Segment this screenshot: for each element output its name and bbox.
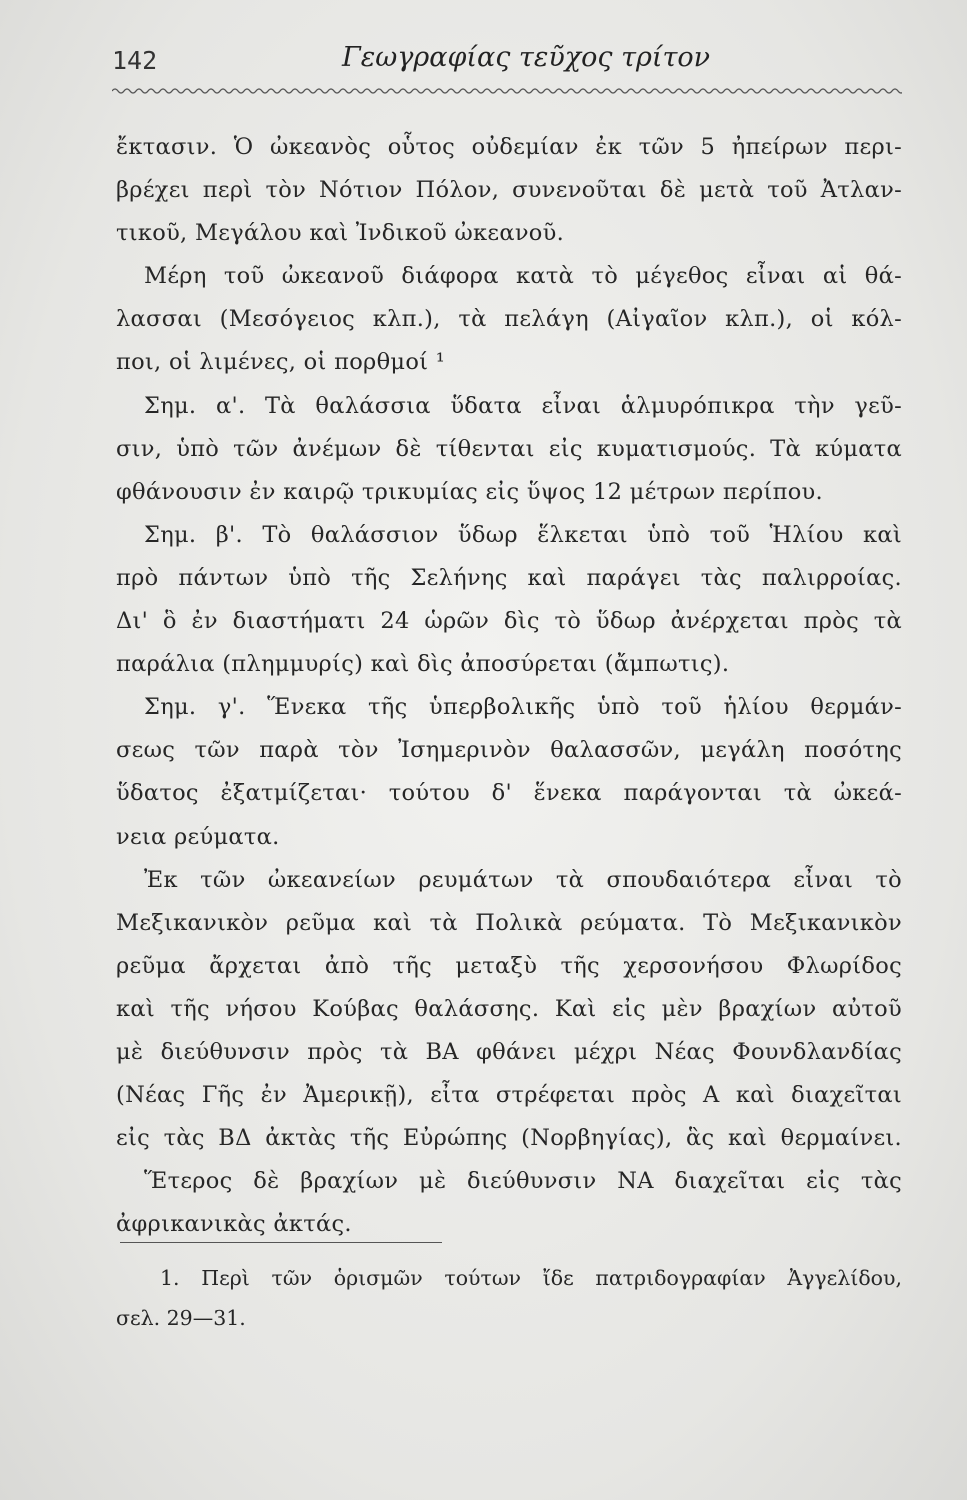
footnote-line: σελ. 29—31.: [116, 1306, 246, 1330]
text-line: ἀφρικανικὰς ἀκτάς.: [116, 1211, 352, 1238]
text-line: τικοῦ, Μεγάλου καὶ Ἰνδικοῦ ὠκεανοῦ.: [116, 220, 565, 247]
text-line: εἰς τὰς ΒΔ ἀκτὰς τῆς Εὐρώπης (Νορβηγίας), ἃς καὶ θερμαίνει.: [116, 1125, 902, 1152]
text-line: Ἐκ τῶν ὠκεανείων ρευμάτων τὰ σπουδαιότερα εἶναι τὸ: [144, 866, 902, 893]
text-line: Δι' ὃ ἐν διαστήματι 24 ὡρῶν δὶς τὸ ὕδωρ ἀνέρχεται πρὸς τὰ: [116, 608, 902, 635]
footnote-line: 1. Περὶ τῶν ὁρισμῶν τούτων ἴδε πατριδογραφίαν Ἀγγελίδου,: [160, 1266, 902, 1290]
text-line: βρέχει περὶ τὸν Νότιον Πόλον, συνενοῦται δὲ μετὰ τοῦ Ἀτλαν-: [116, 177, 902, 204]
text-line: ρεῦμα ἄρχεται ἀπὸ τῆς μεταξὺ τῆς χερσονήσου Φλωρίδος: [116, 952, 902, 979]
footnotes: [116, 1258, 902, 1338]
wavy-header-rule: [112, 86, 902, 96]
text-line: πρὸ πάντων ὑπὸ τῆς Σελήνης καὶ παράγει τὰς παλιρροίας.: [116, 564, 902, 591]
footnote-rule: [120, 1242, 442, 1243]
text-line: νεια ρεύματα.: [116, 823, 280, 850]
body-text: [116, 126, 902, 1246]
page-header: [112, 40, 902, 80]
text-line: Σημ. β'. Τὸ θαλάσσιον ὕδωρ ἕλκεται ὑπὸ τοῦ Ἡλίου καὶ: [144, 521, 902, 548]
text-line: σεως τῶν παρὰ τὸν Ἰσημερινὸν θαλασσῶν, μεγάλη ποσότης: [116, 737, 902, 764]
text-line: φθάνουσιν ἐν καιρῷ τρικυμίας εἰς ὕψος 12 μέτρων περίπου.: [116, 478, 823, 505]
text-line: λασσαι (Μεσόγειος κλπ.), τὰ πελάγη (Αἰγαῖον κλπ.), οἱ κόλ-: [116, 306, 902, 333]
text-line: Μεξικανικὸν ρεῦμα καὶ τὰ Πολικὰ ρεύματα. Τὸ Μεξικανικὸν: [116, 909, 902, 936]
text-line: Ἕτερος δὲ βραχίων μὲ διεύθυνσιν ΝΑ διαχεῖται εἰς τὰς: [144, 1168, 902, 1195]
text-line: μὲ διεύθυνσιν πρὸς τὰ ΒΑ φθάνει μέχρι Νέας Φουνδλανδίας: [116, 1038, 902, 1065]
text-line: παράλια (πλημμυρίς) καὶ δὶς ἀποσύρεται (ἄμπωτις).: [116, 651, 730, 678]
text-line: Σημ. α'. Τὰ θαλάσσια ὕδατα εἶναι ἁλμυρόπικρα τὴν γεῦ-: [144, 392, 902, 419]
text-line: ποι, οἱ λιμένες, οἱ πορθμοί ¹: [116, 349, 446, 376]
text-line: καὶ τῆς νήσου Κούβας θαλάσσης. Καὶ εἰς μὲν βραχίων αὐτοῦ: [116, 995, 902, 1022]
text-line: Μέρη τοῦ ὠκεανοῦ διάφορα κατὰ τὸ μέγεθος εἶναι αἱ θά-: [144, 263, 902, 290]
page-number: 142: [112, 46, 158, 75]
text-line: σιν, ὑπὸ τῶν ἀνέμων δὲ τίθενται εἰς κυματισμούς. Τὰ κύματα: [116, 435, 902, 462]
text-line: ἔκτασιν. Ὁ ὠκεανὸς οὗτος οὐδεμίαν ἐκ τῶν 5 ἠπείρων περι-: [116, 134, 902, 160]
text-line: Σημ. γ'. Ἕνεκα τῆς ὑπερβολικῆς ὑπὸ τοῦ ἡλίου θερμάν-: [144, 694, 902, 721]
text-line: (Νέας Γῆς ἐν Ἀμερικῇ), εἶτα στρέφεται πρὸς Α καὶ διαχεῖται: [116, 1082, 902, 1109]
running-title: Γεωγραφίας τεῦχος τρίτον: [342, 42, 711, 73]
text-line: ὕδατος ἐξατμίζεται· τούτου δ' ἕνεκα παράγονται τὰ ὠκεά-: [116, 780, 902, 807]
